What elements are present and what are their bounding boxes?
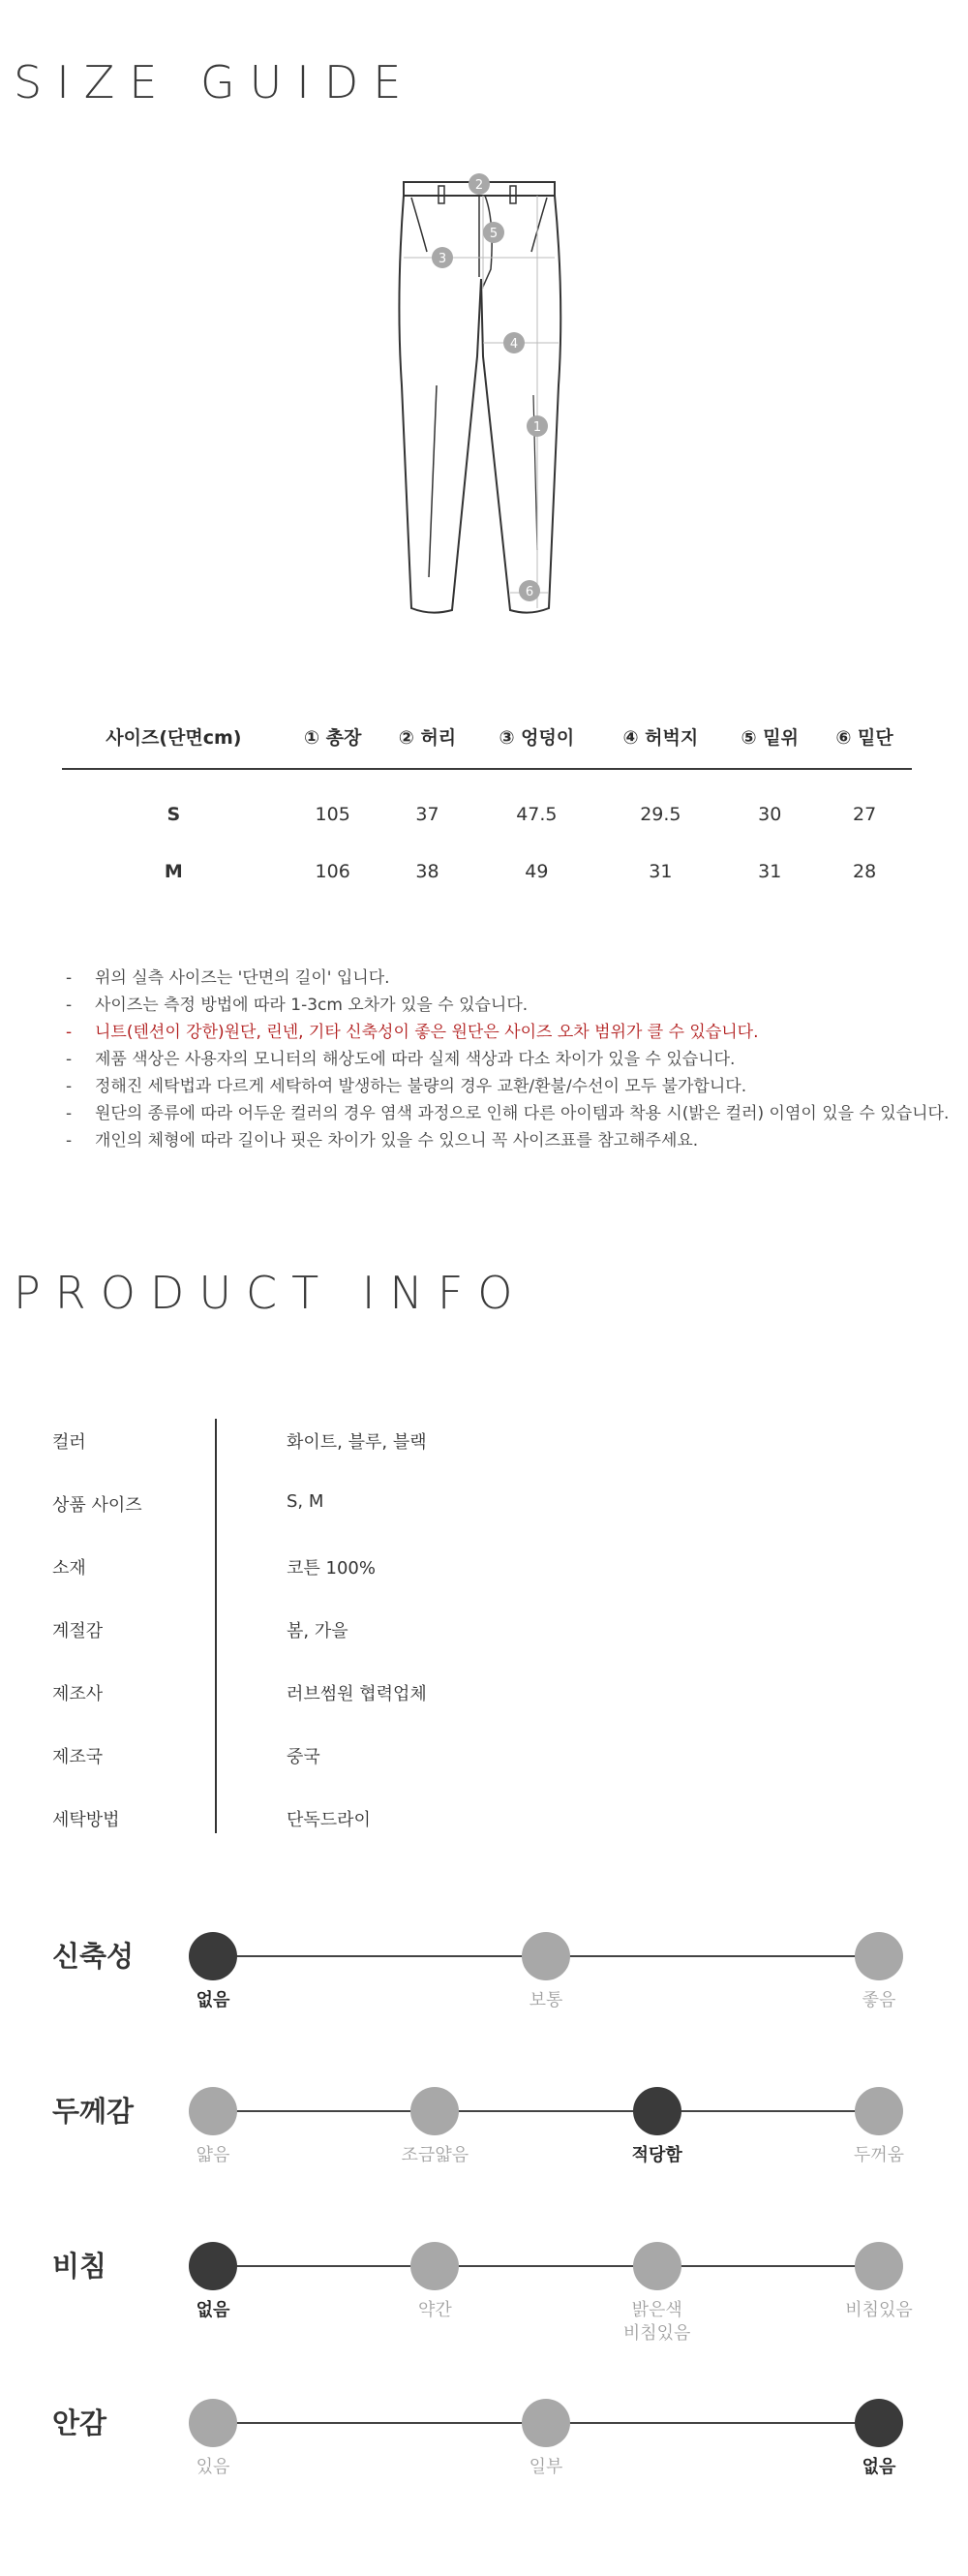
info-row-manufacturer xyxy=(52,1671,904,1733)
marker-2 xyxy=(469,173,490,195)
rating-dot-selected xyxy=(189,2242,237,2290)
size-table-header xyxy=(62,705,912,769)
note-item xyxy=(66,992,937,1019)
rating-dot xyxy=(189,2399,237,2447)
rating-track xyxy=(213,2110,879,2112)
header-hip: ③ 엉덩이 xyxy=(474,705,598,769)
rating-stretch xyxy=(0,1927,968,2072)
info-value: 중국 xyxy=(287,1747,320,1767)
rating-dot-selected xyxy=(855,2399,903,2447)
pants-diagram xyxy=(382,163,576,623)
note-text: 위의 실측 사이즈는 '단면의 길이' 입니다. xyxy=(95,968,390,988)
rating-dot xyxy=(633,2242,681,2290)
info-key: 세탁방법 xyxy=(52,1810,120,1830)
info-row-washing xyxy=(52,1796,904,1859)
rating-option-label: 얇음 xyxy=(196,2145,230,2165)
marker-1 xyxy=(527,415,548,437)
header-total-length: ① 총장 xyxy=(286,705,380,769)
header-size: 사이즈(단면cm) xyxy=(62,705,286,769)
header-rise: ⑤ 밑위 xyxy=(722,705,817,769)
note-dash: - xyxy=(66,968,73,988)
info-key: 컬러 xyxy=(52,1432,86,1453)
table-cell: 38 xyxy=(415,861,439,882)
info-value: S, M xyxy=(287,1491,324,1512)
note-dash: - xyxy=(66,1050,73,1069)
info-key: 계절감 xyxy=(52,1621,104,1641)
note-text: 제품 색상은 사용자의 모니터의 해상도에 따라 실제 색상과 다소 차이가 있을 수 있습니다. xyxy=(95,1050,736,1069)
rating-option-label: 약간 xyxy=(417,2300,452,2320)
table-cell: 28 xyxy=(852,861,877,882)
svg-text:2: 2 xyxy=(474,178,484,193)
rating-title: 안감 xyxy=(52,2407,107,2439)
marker-4 xyxy=(503,332,525,353)
marker-5 xyxy=(483,222,504,243)
rating-option-label: 좋음 xyxy=(862,1990,896,2010)
note-dash: - xyxy=(66,1077,73,1096)
svg-text:1: 1 xyxy=(532,420,542,435)
rating-dot-selected xyxy=(189,1932,237,1980)
table-cell: 27 xyxy=(852,803,877,825)
note-text: 개인의 체형에 따라 길이나 핏은 차이가 있을 수 있으니 꼭 사이즈표를 참고해주세요. xyxy=(95,1131,699,1150)
header-waist: ② 허리 xyxy=(380,705,475,769)
info-value: 봄, 가을 xyxy=(287,1621,348,1641)
info-row-origin xyxy=(52,1733,904,1796)
rating-option-label: 조금얇음 xyxy=(401,2145,469,2165)
table-cell: 31 xyxy=(758,861,782,882)
product-info-title: PRODUCT INFO xyxy=(14,1267,528,1319)
size-notes-list xyxy=(66,965,950,1154)
note-text: 니트(텐션이 강한)원단, 린넨, 기타 신축성이 좋은 원단은 사이즈 오차 범위가 클 수 있습니다. xyxy=(95,1023,759,1042)
rating-title: 비침 xyxy=(52,2250,107,2283)
rating-option-label: 일부 xyxy=(529,2457,563,2477)
note-item-warning xyxy=(66,1019,937,1046)
rating-dot xyxy=(522,2399,570,2447)
note-text: 사이즈는 측정 방법에 따라 1-3cm 오차가 있을 수 있습니다. xyxy=(95,996,529,1015)
rating-dot xyxy=(855,2242,903,2290)
note-dash: - xyxy=(66,996,73,1015)
marker-3 xyxy=(432,247,453,268)
note-item xyxy=(66,965,937,992)
rating-dot xyxy=(855,1932,903,1980)
table-cell: 37 xyxy=(415,803,439,825)
note-item xyxy=(66,1046,937,1073)
rating-dot xyxy=(855,2087,903,2135)
table-cell: 29.5 xyxy=(640,803,681,825)
info-value: 화이트, 블루, 블랙 xyxy=(287,1432,427,1453)
info-key: 제조사 xyxy=(52,1684,104,1704)
rating-dot xyxy=(189,2087,237,2135)
rating-option-label: 두꺼움 xyxy=(853,2145,905,2165)
rating-option-label: 없음 xyxy=(196,1990,230,2010)
info-value: 단독드라이 xyxy=(287,1810,371,1830)
note-text: 정해진 세탁법과 다르게 세탁하여 발생하는 불량의 경우 교환/환불/수선이 모두 불가합니다. xyxy=(95,1077,747,1096)
rating-option-label: 밝은색 비침있음 xyxy=(622,2300,691,2344)
header-hem: ⑥ 밑단 xyxy=(817,705,912,769)
rating-option-label: 비침있음 xyxy=(845,2300,913,2320)
rating-option-label: 없음 xyxy=(196,2300,230,2320)
note-dash: - xyxy=(66,1023,73,1042)
header-thigh: ④ 허벅지 xyxy=(598,705,722,769)
rating-dot-selected xyxy=(633,2087,681,2135)
note-text: 원단의 종류에 따라 어두운 컬러의 경우 염색 과정으로 인해 다른 아이템과 착용 시(밝은 컬러) 이염이 있을 수 있습니다. xyxy=(95,1104,950,1123)
info-row-season xyxy=(52,1608,904,1671)
svg-text:3: 3 xyxy=(438,252,447,266)
table-cell: 105 xyxy=(315,803,350,825)
note-item xyxy=(66,1127,937,1154)
size-table xyxy=(62,705,912,901)
table-cell: S xyxy=(166,803,181,825)
note-dash: - xyxy=(66,1131,73,1150)
table-cell: 30 xyxy=(758,803,782,825)
svg-text:6: 6 xyxy=(525,585,534,599)
rating-option-label: 있음 xyxy=(196,2457,230,2477)
rating-option-label: 보통 xyxy=(529,1990,563,2010)
table-cell: 31 xyxy=(649,861,673,882)
rating-dot xyxy=(410,2242,459,2290)
rating-title: 두께감 xyxy=(52,2095,135,2128)
rating-title: 신축성 xyxy=(52,1940,135,1973)
info-key: 상품 사이즈 xyxy=(52,1495,142,1516)
note-item xyxy=(66,1100,950,1127)
table-row xyxy=(62,843,912,901)
rating-lining xyxy=(0,2394,968,2539)
rating-option-label: 없음 xyxy=(862,2457,896,2477)
note-item xyxy=(66,1073,937,1100)
rating-sheerness xyxy=(0,2237,968,2382)
table-row xyxy=(62,769,912,843)
svg-text:5: 5 xyxy=(489,227,499,241)
table-cell: M xyxy=(164,861,183,882)
size-guide-title: SIZE GUIDE xyxy=(14,56,416,108)
rating-option-label: 적당함 xyxy=(631,2145,682,2165)
table-cell: 106 xyxy=(315,861,350,882)
table-cell: 49 xyxy=(525,861,549,882)
info-row-material xyxy=(52,1545,904,1608)
note-dash: - xyxy=(66,1104,73,1123)
table-cell: 47.5 xyxy=(516,803,558,825)
info-row-color xyxy=(52,1419,904,1482)
svg-text:4: 4 xyxy=(509,337,519,352)
rating-dot xyxy=(522,1932,570,1980)
rating-track xyxy=(213,2265,879,2267)
info-row-size xyxy=(52,1482,904,1545)
rating-dot xyxy=(410,2087,459,2135)
info-key: 제조국 xyxy=(52,1747,104,1767)
product-info-list xyxy=(52,1419,904,1859)
info-key: 소재 xyxy=(52,1558,86,1579)
marker-6 xyxy=(519,580,540,601)
info-value: 러브썸원 협력업체 xyxy=(287,1684,427,1704)
info-value: 코튼 100% xyxy=(287,1558,376,1579)
rating-thickness xyxy=(0,2082,968,2227)
